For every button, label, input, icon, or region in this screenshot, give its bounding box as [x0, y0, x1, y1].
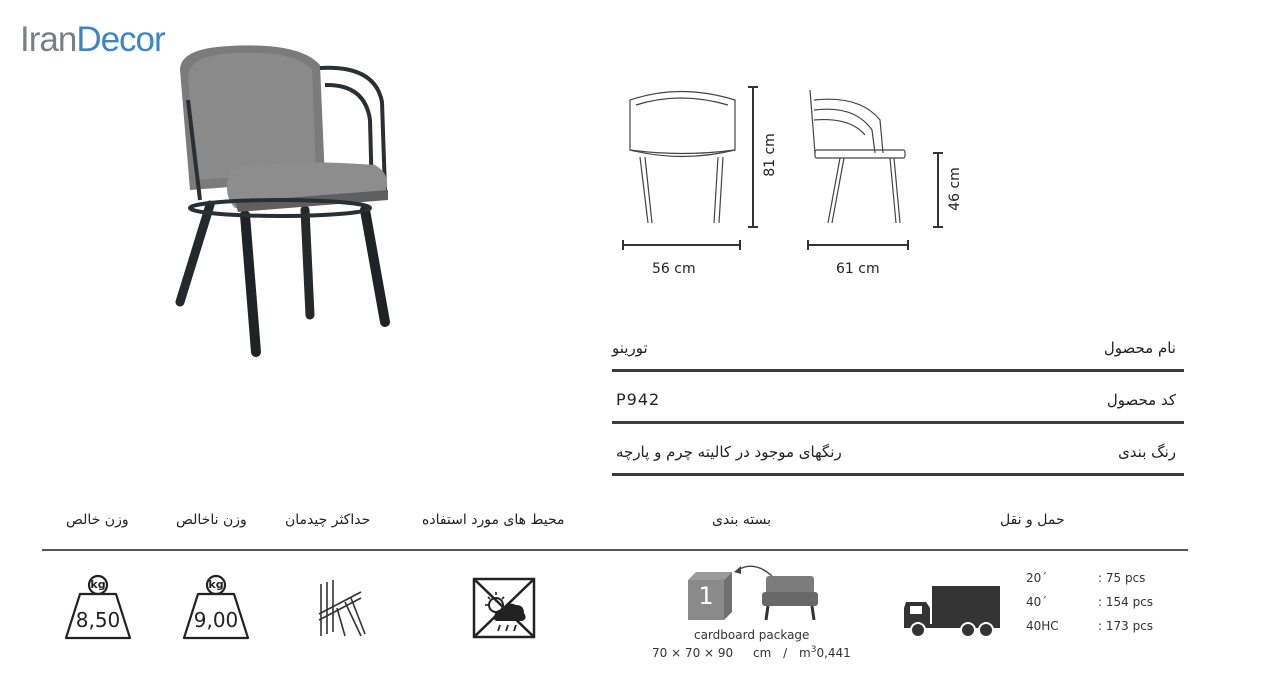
- brand-logo-part2: Decor: [76, 20, 165, 59]
- chair-line-drawing: [600, 75, 1000, 290]
- package-size-unit: cm: [753, 646, 772, 660]
- chair-icon: [760, 572, 820, 622]
- brand-logo-part1: Iran: [20, 20, 77, 59]
- section-divider: [42, 549, 1188, 551]
- stack-chairs-icon: [315, 578, 367, 638]
- height-label: 81 cm: [761, 133, 778, 177]
- transport-header: حمل و نقل: [1000, 512, 1065, 528]
- qty-40hc: : 173 pcs: [1098, 619, 1154, 633]
- container-40: 40´: [1026, 595, 1048, 609]
- colors-value: رنگهای موجود در کالیته چرم و پارچه: [616, 443, 842, 461]
- seat-height-label: 46 cm: [946, 167, 963, 211]
- depth-dimension: [808, 240, 908, 250]
- package-size-line: [652, 645, 851, 660]
- net-weight-icon: [62, 572, 134, 642]
- spec-label: نام محصول: [1103, 339, 1176, 357]
- dimension-drawing: [600, 75, 1000, 290]
- chair-photo: [160, 40, 410, 360]
- seat-height-dimension: [933, 153, 943, 227]
- environment-header: محیط های مورد استفاده: [422, 512, 565, 528]
- gross-weight-value: 9,00: [193, 608, 239, 632]
- spec-row-code: [612, 372, 1184, 424]
- max-stack-header: حداکثر چیدمان: [285, 512, 371, 528]
- net-weight-header: وزن خالص: [66, 512, 129, 528]
- product-code-value: P942: [616, 390, 661, 409]
- qty-20: : 75 pcs: [1098, 571, 1146, 585]
- net-weight-value: 8,50: [75, 608, 121, 632]
- volume-unit: m: [799, 646, 811, 660]
- volume-exponent: 3: [810, 645, 817, 655]
- width-dimension: [623, 240, 740, 250]
- package-volume: 0,441: [816, 646, 851, 660]
- package-size: 70 × 70 × 90: [652, 646, 734, 660]
- qty-40: : 154 pcs: [1098, 595, 1154, 609]
- packaging-header: بسته بندی: [712, 512, 771, 528]
- spec-label: کد محصول: [1106, 391, 1176, 409]
- package-separator: /: [783, 646, 788, 660]
- spec-row-name: [612, 320, 1184, 372]
- container-40hc: 40HC: [1026, 619, 1059, 633]
- kg-label: kg: [90, 578, 106, 591]
- brand-logo: [20, 22, 165, 57]
- side-view: [810, 90, 905, 223]
- height-dimension: [748, 87, 758, 227]
- kg-label: kg: [208, 578, 224, 591]
- indoor-use-icon: [470, 575, 538, 641]
- spec-label: رنگ بندی: [1118, 443, 1176, 461]
- spec-table: [612, 320, 1184, 476]
- gross-weight-icon: [180, 572, 252, 642]
- front-view: [630, 92, 735, 224]
- depth-label: 61 cm: [836, 261, 880, 277]
- package-box-icon: [686, 570, 734, 620]
- product-name-value: تورینو: [612, 339, 648, 357]
- gross-weight-header: وزن ناخالص: [176, 512, 247, 528]
- truck-icon: [902, 584, 1002, 640]
- width-label: 56 cm: [652, 261, 696, 277]
- package-count: 1: [698, 582, 714, 610]
- spec-row-colors: [612, 424, 1184, 476]
- container-20: 20´: [1026, 571, 1048, 585]
- package-caption: cardboard package: [694, 628, 810, 642]
